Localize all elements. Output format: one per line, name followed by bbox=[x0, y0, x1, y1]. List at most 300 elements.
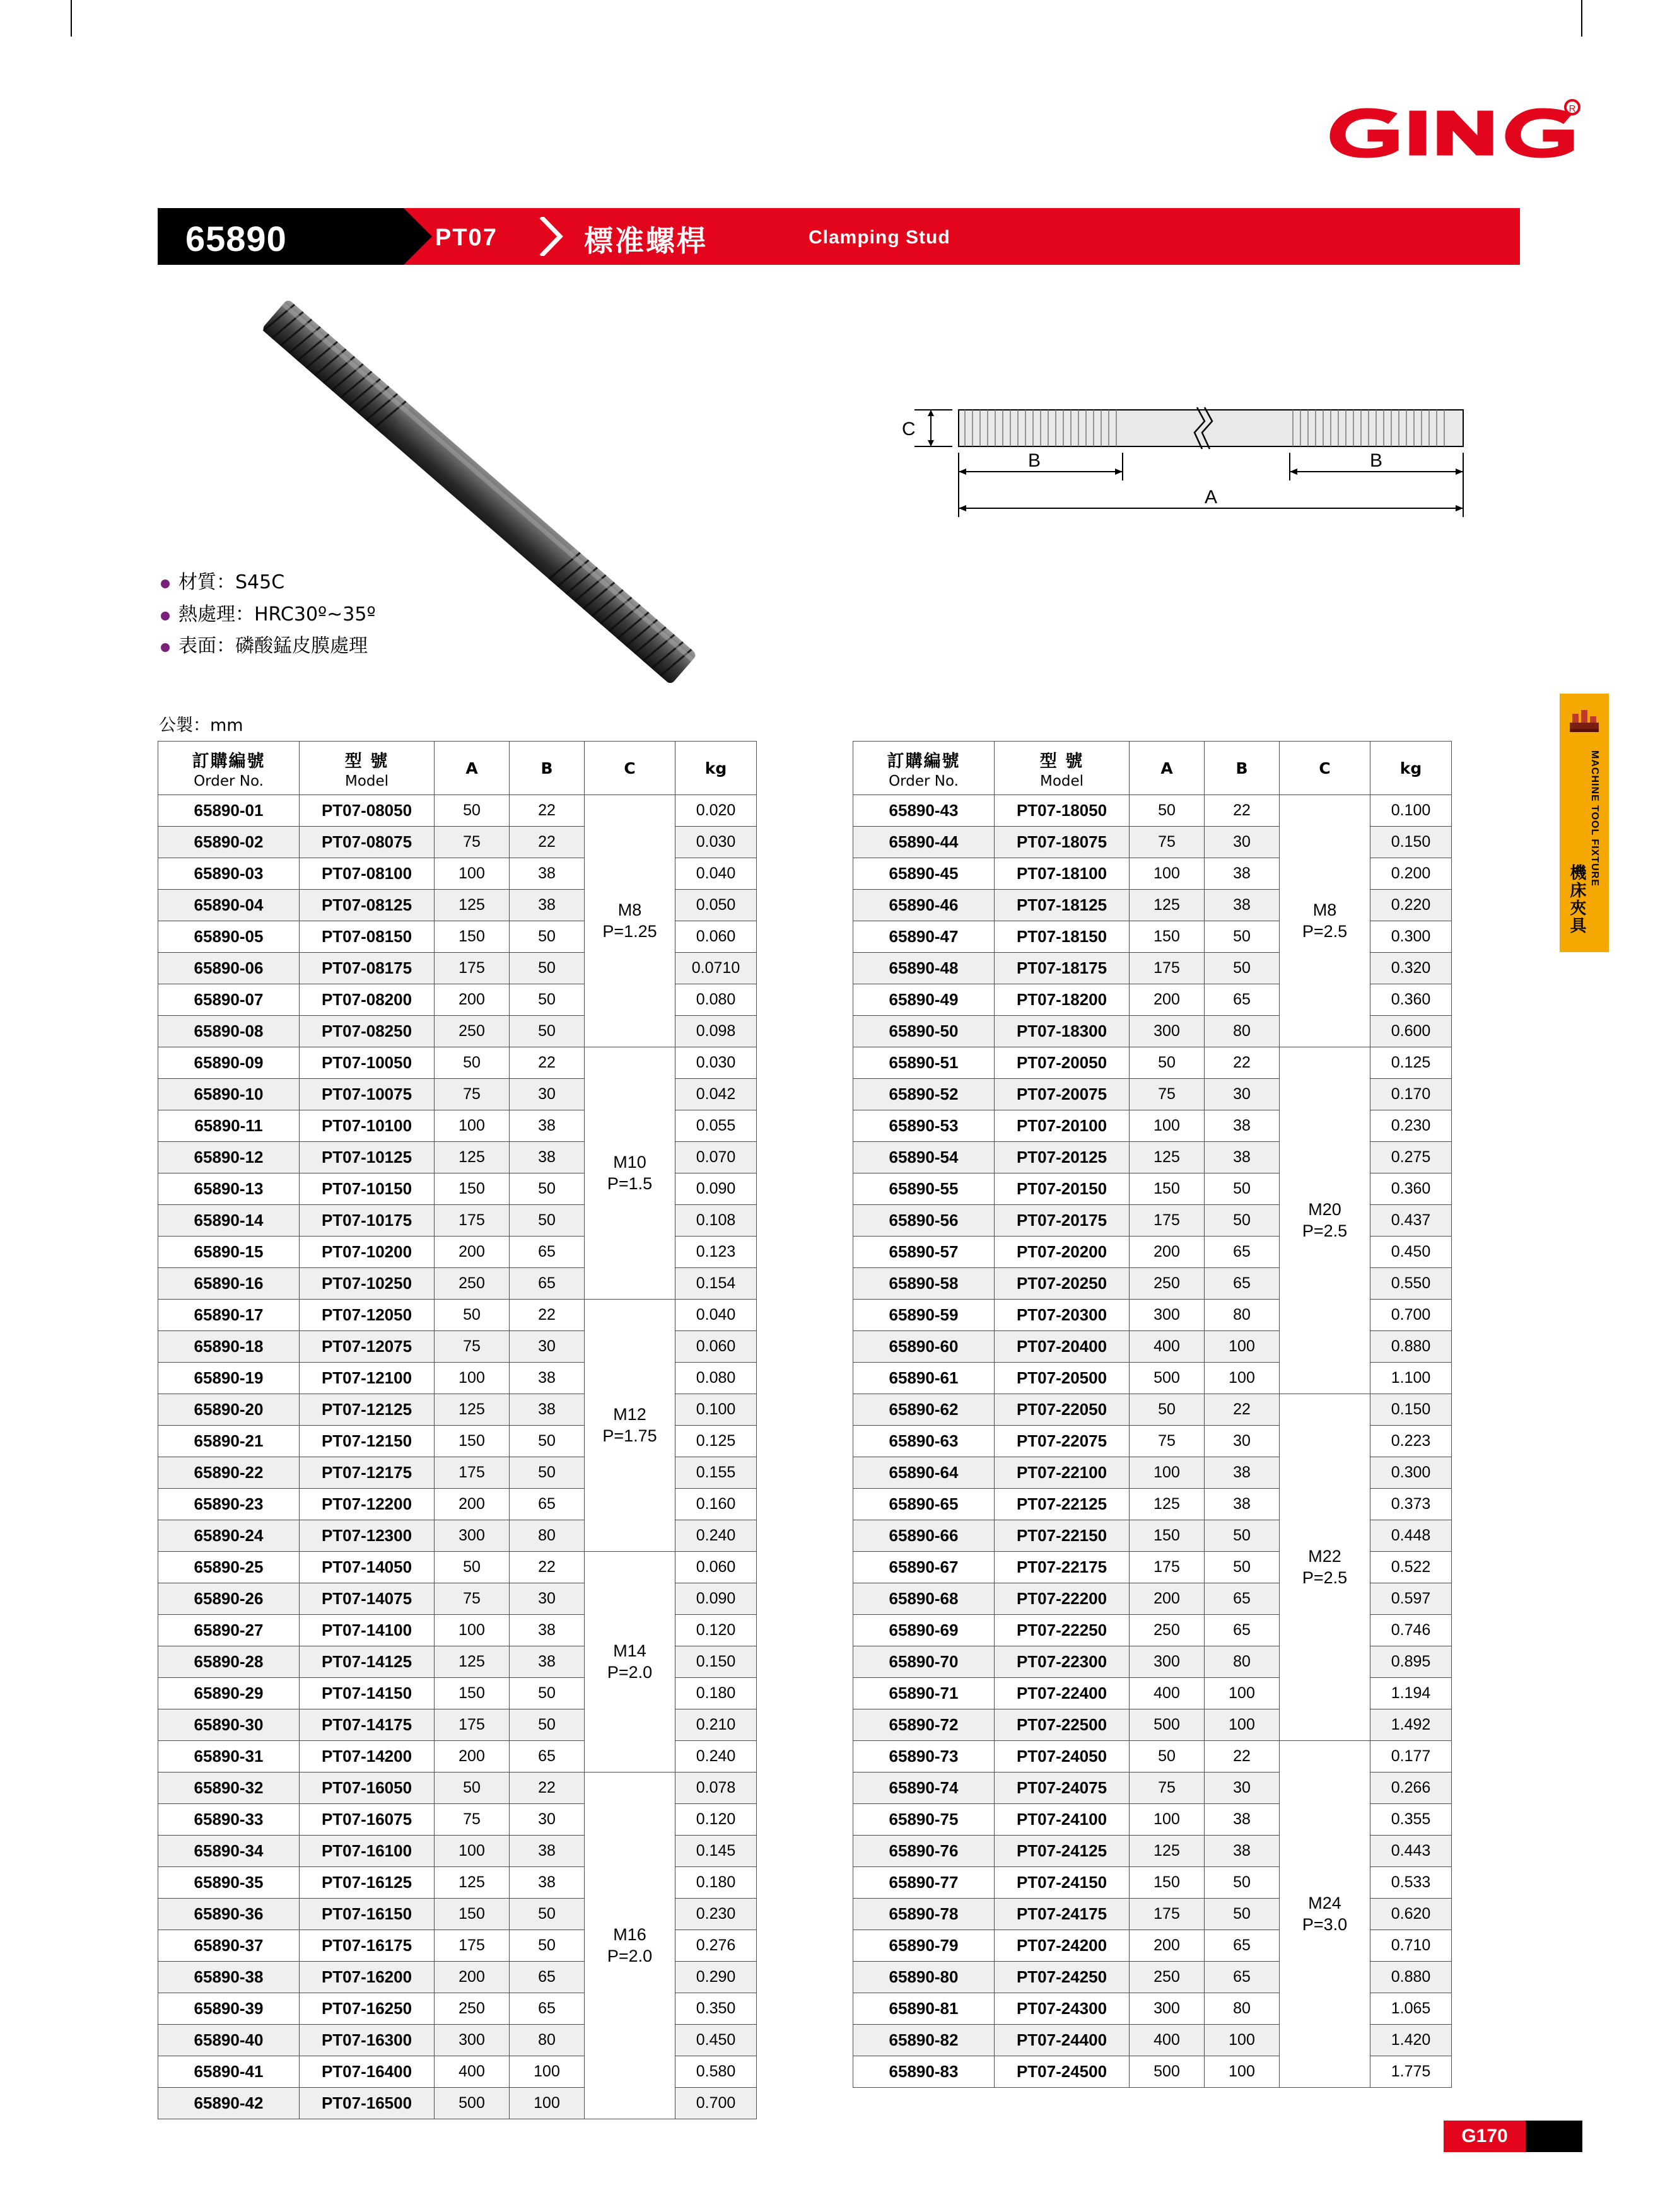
cell-model: PT07-18200 bbox=[995, 984, 1130, 1016]
cell-b: 30 bbox=[510, 1079, 585, 1110]
col-a: A bbox=[435, 742, 510, 795]
cell-a: 175 bbox=[1130, 1205, 1205, 1237]
cell-order-no: 65890-55 bbox=[853, 1173, 995, 1205]
cell-model: PT07-24200 bbox=[995, 1930, 1130, 1962]
cell-weight: 0.300 bbox=[1370, 921, 1452, 953]
cell-order-no: 65890-80 bbox=[853, 1962, 995, 1993]
cell-weight: 0.155 bbox=[675, 1457, 757, 1489]
cell-a: 75 bbox=[1130, 1773, 1205, 1804]
cell-model: PT07-18175 bbox=[995, 953, 1130, 984]
cell-weight: 0.100 bbox=[1370, 795, 1452, 827]
crop-mark-top-left bbox=[71, 0, 72, 37]
cell-weight: 0.080 bbox=[675, 984, 757, 1016]
cell-weight: 0.040 bbox=[675, 858, 757, 890]
cell-model: PT07-20125 bbox=[995, 1142, 1130, 1173]
cell-weight: 0.600 bbox=[1370, 1016, 1452, 1047]
cell-order-no: 65890-18 bbox=[158, 1331, 300, 1363]
cell-model: PT07-20200 bbox=[995, 1237, 1130, 1268]
spec-list bbox=[161, 571, 602, 667]
cell-model: PT07-14050 bbox=[300, 1552, 435, 1583]
cell-weight: 0.180 bbox=[675, 1867, 757, 1899]
cell-order-no: 65890-36 bbox=[158, 1899, 300, 1930]
cell-weight: 0.443 bbox=[1370, 1836, 1452, 1867]
cell-model: PT07-22300 bbox=[995, 1646, 1130, 1678]
cell-b: 30 bbox=[510, 1804, 585, 1836]
cell-order-no: 65890-82 bbox=[853, 2025, 995, 2056]
cell-a: 125 bbox=[1130, 1836, 1205, 1867]
cell-a: 100 bbox=[435, 1110, 510, 1142]
cell-weight: 0.240 bbox=[675, 1741, 757, 1773]
cell-model: PT07-14125 bbox=[300, 1646, 435, 1678]
cell-a: 400 bbox=[435, 2056, 510, 2088]
cell-model: PT07-22500 bbox=[995, 1709, 1130, 1741]
cell-a: 75 bbox=[1130, 1426, 1205, 1457]
cell-b: 22 bbox=[510, 827, 585, 858]
cell-thread-size: M14 P=2.0 bbox=[585, 1552, 675, 1773]
cell-b: 30 bbox=[1205, 827, 1280, 858]
cell-model: PT07-18075 bbox=[995, 827, 1130, 858]
cell-b: 65 bbox=[1205, 1962, 1280, 1993]
cell-model: PT07-12050 bbox=[300, 1300, 435, 1331]
cell-thread-size: M8 P=1.25 bbox=[585, 795, 675, 1047]
cell-order-no: 65890-70 bbox=[853, 1646, 995, 1678]
cell-order-no: 65890-10 bbox=[158, 1079, 300, 1110]
chevron-right-icon bbox=[539, 217, 568, 256]
cell-b: 65 bbox=[510, 1993, 585, 2025]
cell-a: 175 bbox=[435, 1709, 510, 1741]
cell-order-no: 65890-79 bbox=[853, 1930, 995, 1962]
cell-model: PT07-10150 bbox=[300, 1173, 435, 1205]
cell-order-no: 65890-16 bbox=[158, 1268, 300, 1300]
cell-order-no: 65890-35 bbox=[158, 1867, 300, 1899]
cell-a: 125 bbox=[435, 1142, 510, 1173]
cell-b: 65 bbox=[510, 1237, 585, 1268]
cell-b: 50 bbox=[1205, 1520, 1280, 1552]
cell-model: PT07-10200 bbox=[300, 1237, 435, 1268]
cell-a: 200 bbox=[435, 1741, 510, 1773]
cell-a: 150 bbox=[435, 1899, 510, 1930]
cell-b: 22 bbox=[1205, 795, 1280, 827]
cell-a: 75 bbox=[1130, 1079, 1205, 1110]
cell-order-no: 65890-48 bbox=[853, 953, 995, 984]
cell-a: 150 bbox=[435, 921, 510, 953]
cell-a: 100 bbox=[1130, 1110, 1205, 1142]
cell-weight: 0.355 bbox=[1370, 1804, 1452, 1836]
dimension-label-c: C bbox=[902, 419, 916, 439]
cell-a: 50 bbox=[1130, 1394, 1205, 1426]
cell-a: 125 bbox=[435, 1867, 510, 1899]
cell-weight: 0.060 bbox=[675, 921, 757, 953]
col-a: A bbox=[1130, 742, 1205, 795]
table-row bbox=[853, 1047, 1452, 1079]
cell-model: PT07-14150 bbox=[300, 1678, 435, 1709]
cell-weight: 0.746 bbox=[1370, 1615, 1452, 1646]
cell-order-no: 65890-56 bbox=[853, 1205, 995, 1237]
cell-b: 65 bbox=[510, 1962, 585, 1993]
col-kg: kg bbox=[675, 742, 757, 795]
cell-model: PT07-24175 bbox=[995, 1899, 1130, 1930]
cell-model: PT07-24500 bbox=[995, 2056, 1130, 2088]
cell-a: 250 bbox=[1130, 1962, 1205, 1993]
cell-model: PT07-12200 bbox=[300, 1489, 435, 1520]
cell-b: 50 bbox=[510, 1899, 585, 1930]
cell-b: 50 bbox=[510, 1426, 585, 1457]
cell-weight: 0.108 bbox=[675, 1205, 757, 1237]
cell-a: 500 bbox=[1130, 2056, 1205, 2088]
cell-weight: 0.078 bbox=[675, 1773, 757, 1804]
cell-order-no: 65890-43 bbox=[853, 795, 995, 827]
cell-a: 100 bbox=[1130, 1804, 1205, 1836]
cell-model: PT07-08250 bbox=[300, 1016, 435, 1047]
cell-weight: 0.210 bbox=[675, 1709, 757, 1741]
cell-b: 65 bbox=[510, 1489, 585, 1520]
spec-material: 材質：S45C bbox=[178, 571, 285, 593]
cell-model: PT07-20400 bbox=[995, 1331, 1130, 1363]
cell-a: 125 bbox=[1130, 890, 1205, 921]
cell-order-no: 65890-15 bbox=[158, 1237, 300, 1268]
cell-order-no: 65890-32 bbox=[158, 1773, 300, 1804]
cell-b: 22 bbox=[510, 1300, 585, 1331]
bullet-icon bbox=[161, 579, 170, 588]
cell-model: PT07-20050 bbox=[995, 1047, 1130, 1079]
cell-order-no: 65890-12 bbox=[158, 1142, 300, 1173]
cell-weight: 0.880 bbox=[1370, 1962, 1452, 1993]
cell-model: PT07-16300 bbox=[300, 2025, 435, 2056]
cell-model: PT07-18150 bbox=[995, 921, 1130, 953]
product-title-en: Clamping Stud bbox=[809, 227, 950, 248]
cell-order-no: 65890-13 bbox=[158, 1173, 300, 1205]
cell-model: PT07-10050 bbox=[300, 1047, 435, 1079]
cell-weight: 0.154 bbox=[675, 1268, 757, 1300]
cell-thread-size: M10 P=1.5 bbox=[585, 1047, 675, 1300]
cell-weight: 0.437 bbox=[1370, 1205, 1452, 1237]
cell-order-no: 65890-40 bbox=[158, 2025, 300, 2056]
cell-model: PT07-12150 bbox=[300, 1426, 435, 1457]
cell-weight: 0.373 bbox=[1370, 1489, 1452, 1520]
cell-a: 500 bbox=[1130, 1363, 1205, 1394]
cell-b: 50 bbox=[1205, 1552, 1280, 1583]
spec-item bbox=[161, 634, 602, 658]
cell-model: PT07-14175 bbox=[300, 1709, 435, 1741]
cell-order-no: 65890-52 bbox=[853, 1079, 995, 1110]
cell-weight: 0.150 bbox=[675, 1646, 757, 1678]
dimension-label-b-left: B bbox=[1027, 450, 1041, 471]
series-code: PT07 bbox=[435, 224, 498, 251]
cell-order-no: 65890-01 bbox=[158, 795, 300, 827]
cell-b: 38 bbox=[510, 1142, 585, 1173]
cell-b: 100 bbox=[1205, 2056, 1280, 2088]
cell-order-no: 65890-68 bbox=[853, 1583, 995, 1615]
bullet-icon bbox=[161, 612, 170, 620]
cell-a: 75 bbox=[435, 1331, 510, 1363]
cell-weight: 0.700 bbox=[1370, 1300, 1452, 1331]
cell-model: PT07-08100 bbox=[300, 858, 435, 890]
cell-b: 22 bbox=[510, 795, 585, 827]
cell-order-no: 65890-11 bbox=[158, 1110, 300, 1142]
cell-model: PT07-24250 bbox=[995, 1962, 1130, 1993]
cell-b: 50 bbox=[510, 984, 585, 1016]
page-number: G170 bbox=[1461, 2126, 1508, 2146]
cell-weight: 0.533 bbox=[1370, 1867, 1452, 1899]
cell-b: 65 bbox=[1205, 1237, 1280, 1268]
spec-item bbox=[161, 571, 602, 595]
cell-model: PT07-16500 bbox=[300, 2088, 435, 2119]
cell-b: 38 bbox=[510, 1867, 585, 1899]
cell-b: 100 bbox=[1205, 2025, 1280, 2056]
cell-b: 100 bbox=[1205, 1363, 1280, 1394]
cell-order-no: 65890-28 bbox=[158, 1646, 300, 1678]
cell-order-no: 65890-64 bbox=[853, 1457, 995, 1489]
table-row bbox=[853, 1394, 1452, 1426]
cell-a: 200 bbox=[1130, 1583, 1205, 1615]
cell-thread-size: M12 P=1.75 bbox=[585, 1300, 675, 1552]
cell-b: 50 bbox=[510, 921, 585, 953]
cell-b: 65 bbox=[510, 1741, 585, 1773]
product-title-cn: 標准螺桿 bbox=[584, 224, 708, 258]
cell-order-no: 65890-02 bbox=[158, 827, 300, 858]
cell-a: 75 bbox=[435, 1583, 510, 1615]
cell-a: 250 bbox=[435, 1016, 510, 1047]
spec-table-right bbox=[853, 741, 1452, 2088]
cell-order-no: 65890-20 bbox=[158, 1394, 300, 1426]
cell-order-no: 65890-45 bbox=[853, 858, 995, 890]
cell-b: 22 bbox=[1205, 1741, 1280, 1773]
cell-a: 150 bbox=[1130, 1520, 1205, 1552]
cell-weight: 0.020 bbox=[675, 795, 757, 827]
table-row bbox=[853, 1741, 1452, 1773]
cell-model: PT07-08125 bbox=[300, 890, 435, 921]
dimension-label-b-right: B bbox=[1369, 450, 1383, 471]
cell-order-no: 65890-07 bbox=[158, 984, 300, 1016]
dimension-label-a: A bbox=[1204, 487, 1218, 508]
cell-model: PT07-08150 bbox=[300, 921, 435, 953]
cell-b: 38 bbox=[1205, 890, 1280, 921]
cell-order-no: 65890-25 bbox=[158, 1552, 300, 1583]
cell-order-no: 65890-44 bbox=[853, 827, 995, 858]
cell-a: 75 bbox=[435, 827, 510, 858]
cell-b: 50 bbox=[510, 1173, 585, 1205]
cell-weight: 0.160 bbox=[675, 1489, 757, 1520]
cell-b: 30 bbox=[510, 1331, 585, 1363]
cell-a: 175 bbox=[435, 1457, 510, 1489]
cell-weight: 0.060 bbox=[675, 1552, 757, 1583]
cell-order-no: 65890-21 bbox=[158, 1426, 300, 1457]
cell-order-no: 65890-54 bbox=[853, 1142, 995, 1173]
cell-order-no: 65890-76 bbox=[853, 1836, 995, 1867]
cell-order-no: 65890-19 bbox=[158, 1363, 300, 1394]
cell-a: 50 bbox=[1130, 795, 1205, 827]
cell-a: 125 bbox=[435, 890, 510, 921]
cell-model: PT07-16100 bbox=[300, 1836, 435, 1867]
cell-a: 175 bbox=[1130, 1899, 1205, 1930]
cell-b: 38 bbox=[510, 890, 585, 921]
cell-model: PT07-16075 bbox=[300, 1804, 435, 1836]
cell-a: 200 bbox=[435, 984, 510, 1016]
cell-model: PT07-14075 bbox=[300, 1583, 435, 1615]
table-row bbox=[158, 1300, 757, 1331]
cell-a: 125 bbox=[435, 1394, 510, 1426]
cell-a: 200 bbox=[1130, 984, 1205, 1016]
col-order-no: 訂購編號 Order No. bbox=[853, 742, 995, 795]
table-row bbox=[158, 795, 757, 827]
cell-a: 175 bbox=[1130, 1552, 1205, 1583]
cell-a: 125 bbox=[1130, 1489, 1205, 1520]
cell-order-no: 65890-77 bbox=[853, 1867, 995, 1899]
cell-model: PT07-12300 bbox=[300, 1520, 435, 1552]
cell-b: 22 bbox=[510, 1773, 585, 1804]
cell-order-no: 65890-72 bbox=[853, 1709, 995, 1741]
cell-b: 50 bbox=[1205, 1205, 1280, 1237]
cell-weight: 0.145 bbox=[675, 1836, 757, 1867]
table-row bbox=[158, 1773, 757, 1804]
cell-model: PT07-20075 bbox=[995, 1079, 1130, 1110]
cell-weight: 0.050 bbox=[675, 890, 757, 921]
cell-model: PT07-12125 bbox=[300, 1394, 435, 1426]
cell-a: 250 bbox=[1130, 1615, 1205, 1646]
col-model: 型 號 Model bbox=[995, 742, 1130, 795]
cell-b: 80 bbox=[1205, 1016, 1280, 1047]
table-header-row bbox=[853, 742, 1452, 795]
cell-model: PT07-24125 bbox=[995, 1836, 1130, 1867]
cell-order-no: 65890-42 bbox=[158, 2088, 300, 2119]
cell-b: 38 bbox=[1205, 1489, 1280, 1520]
fixture-icon bbox=[1567, 701, 1601, 735]
cell-b: 38 bbox=[510, 1394, 585, 1426]
cell-b: 50 bbox=[1205, 1173, 1280, 1205]
cell-model: PT07-18125 bbox=[995, 890, 1130, 921]
cell-a: 50 bbox=[1130, 1047, 1205, 1079]
cell-b: 50 bbox=[510, 1205, 585, 1237]
cell-order-no: 65890-27 bbox=[158, 1615, 300, 1646]
cell-a: 100 bbox=[435, 1615, 510, 1646]
cell-b: 80 bbox=[1205, 1300, 1280, 1331]
cell-weight: 0.180 bbox=[675, 1678, 757, 1709]
cell-weight: 0.448 bbox=[1370, 1520, 1452, 1552]
cell-b: 38 bbox=[1205, 1142, 1280, 1173]
cell-a: 150 bbox=[1130, 921, 1205, 953]
cell-weight: 1.100 bbox=[1370, 1363, 1452, 1394]
cell-model: PT07-20500 bbox=[995, 1363, 1130, 1394]
cell-b: 80 bbox=[510, 1520, 585, 1552]
cell-b: 38 bbox=[1205, 858, 1280, 890]
cell-weight: 0.200 bbox=[1370, 858, 1452, 890]
cell-weight: 0.170 bbox=[1370, 1079, 1452, 1110]
cell-weight: 0.123 bbox=[675, 1237, 757, 1268]
cell-weight: 0.710 bbox=[1370, 1930, 1452, 1962]
cell-model: PT07-14200 bbox=[300, 1741, 435, 1773]
category-side-tab[interactable] bbox=[1560, 694, 1609, 952]
cell-order-no: 65890-34 bbox=[158, 1836, 300, 1867]
cell-weight: 0.550 bbox=[1370, 1268, 1452, 1300]
cell-order-no: 65890-71 bbox=[853, 1678, 995, 1709]
cell-model: PT07-16050 bbox=[300, 1773, 435, 1804]
spec-table-left bbox=[158, 741, 757, 2119]
cell-weight: 0.290 bbox=[675, 1962, 757, 1993]
cell-b: 38 bbox=[510, 1615, 585, 1646]
col-c: C bbox=[1280, 742, 1370, 795]
cell-b: 30 bbox=[1205, 1773, 1280, 1804]
cell-model: PT07-08200 bbox=[300, 984, 435, 1016]
cell-b: 65 bbox=[1205, 1268, 1280, 1300]
cell-a: 50 bbox=[435, 795, 510, 827]
cell-thread-size: M20 P=2.5 bbox=[1280, 1047, 1370, 1394]
cell-weight: 1.194 bbox=[1370, 1678, 1452, 1709]
cell-model: PT07-20250 bbox=[995, 1268, 1130, 1300]
cell-thread-size: M8 P=2.5 bbox=[1280, 795, 1370, 1047]
cell-model: PT07-22250 bbox=[995, 1615, 1130, 1646]
cell-b: 80 bbox=[1205, 1993, 1280, 2025]
product-code: 65890 bbox=[185, 219, 287, 259]
cell-model: PT07-22125 bbox=[995, 1489, 1130, 1520]
cell-order-no: 65890-78 bbox=[853, 1899, 995, 1930]
cell-weight: 0.360 bbox=[1370, 984, 1452, 1016]
cell-a: 300 bbox=[1130, 1993, 1205, 2025]
cell-b: 38 bbox=[510, 1110, 585, 1142]
cell-weight: 0.125 bbox=[1370, 1047, 1452, 1079]
cell-model: PT07-16125 bbox=[300, 1867, 435, 1899]
cell-weight: 0.030 bbox=[675, 1047, 757, 1079]
cell-b: 38 bbox=[1205, 1110, 1280, 1142]
spec-heat-treatment: 熱處理：HRC30º~35º bbox=[178, 603, 376, 626]
cell-a: 150 bbox=[1130, 1173, 1205, 1205]
table-body-left bbox=[158, 795, 757, 2119]
cell-order-no: 65890-67 bbox=[853, 1552, 995, 1583]
cell-b: 22 bbox=[510, 1552, 585, 1583]
cell-weight: 1.420 bbox=[1370, 2025, 1452, 2056]
cell-order-no: 65890-75 bbox=[853, 1804, 995, 1836]
table-row bbox=[853, 795, 1452, 827]
cell-weight: 0.320 bbox=[1370, 953, 1452, 984]
cell-weight: 0.120 bbox=[675, 1804, 757, 1836]
cell-b: 50 bbox=[510, 1930, 585, 1962]
cell-order-no: 65890-24 bbox=[158, 1520, 300, 1552]
cell-order-no: 65890-53 bbox=[853, 1110, 995, 1142]
cell-weight: 0.230 bbox=[1370, 1110, 1452, 1142]
side-tab-label-en: MACHINE TOOL FIXTURE bbox=[1589, 750, 1600, 887]
cell-b: 50 bbox=[510, 1709, 585, 1741]
cell-weight: 0.580 bbox=[675, 2056, 757, 2088]
cell-a: 125 bbox=[1130, 1142, 1205, 1173]
cell-b: 38 bbox=[1205, 1836, 1280, 1867]
cell-weight: 0.030 bbox=[675, 827, 757, 858]
cell-weight: 0.060 bbox=[675, 1331, 757, 1363]
cell-b: 80 bbox=[1205, 1646, 1280, 1678]
cell-order-no: 65890-31 bbox=[158, 1741, 300, 1773]
cell-weight: 0.450 bbox=[1370, 1237, 1452, 1268]
cell-b: 50 bbox=[1205, 1899, 1280, 1930]
cell-b: 65 bbox=[1205, 1615, 1280, 1646]
cell-order-no: 65890-62 bbox=[853, 1394, 995, 1426]
cell-model: PT07-10125 bbox=[300, 1142, 435, 1173]
cell-weight: 0.276 bbox=[675, 1930, 757, 1962]
cell-order-no: 65890-17 bbox=[158, 1300, 300, 1331]
cell-model: PT07-16400 bbox=[300, 2056, 435, 2088]
cell-b: 65 bbox=[510, 1268, 585, 1300]
cell-weight: 0.080 bbox=[675, 1363, 757, 1394]
cell-order-no: 65890-81 bbox=[853, 1993, 995, 2025]
cell-a: 175 bbox=[435, 1205, 510, 1237]
cell-b: 65 bbox=[1205, 1930, 1280, 1962]
cell-weight: 0.450 bbox=[675, 2025, 757, 2056]
cell-weight: 0.090 bbox=[675, 1583, 757, 1615]
cell-a: 200 bbox=[435, 1237, 510, 1268]
cell-model: PT07-10175 bbox=[300, 1205, 435, 1237]
cell-weight: 0.125 bbox=[675, 1426, 757, 1457]
cell-b: 50 bbox=[510, 1457, 585, 1489]
cell-weight: 0.266 bbox=[1370, 1773, 1452, 1804]
cell-a: 50 bbox=[435, 1773, 510, 1804]
cell-order-no: 65890-47 bbox=[853, 921, 995, 953]
